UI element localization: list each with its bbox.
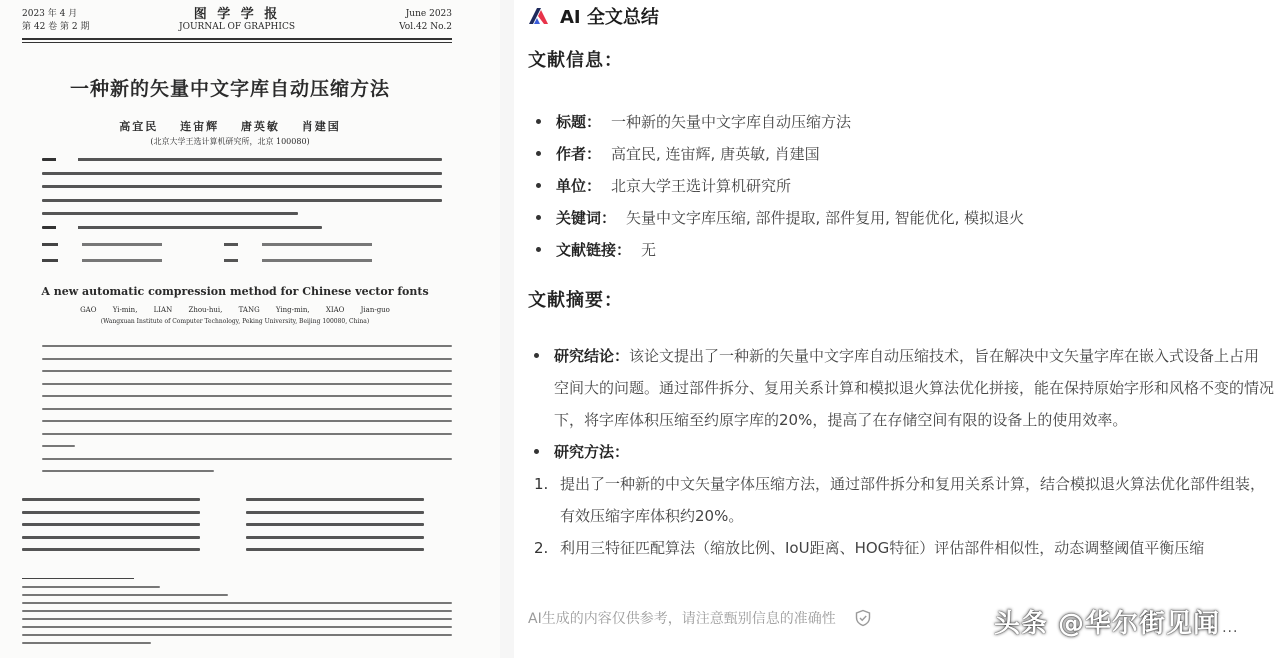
info-value: 北京大学王选计算机研究所 bbox=[611, 176, 792, 195]
header-rule bbox=[22, 38, 452, 40]
ai-summary-panel bbox=[514, 0, 1280, 658]
info-label: 关键词： bbox=[556, 208, 617, 227]
meta-row bbox=[42, 243, 442, 246]
watermark-text: 头条 @华尔街见闻 bbox=[994, 609, 1221, 639]
info-heading: 文献信息： bbox=[528, 50, 623, 71]
info-item-link bbox=[536, 233, 1024, 265]
info-value: 无 bbox=[641, 240, 657, 259]
footnotes bbox=[22, 586, 452, 650]
abstract-heading: 文献摘要： bbox=[528, 290, 623, 311]
disclaimer bbox=[528, 608, 872, 628]
step-number: 1. bbox=[534, 475, 549, 493]
info-item-title bbox=[536, 105, 1024, 137]
abstract-cn-text bbox=[42, 158, 442, 239]
info-value: 一种新的矢量中文字库自动压缩方法 bbox=[611, 112, 852, 131]
bullet-icon bbox=[536, 183, 541, 188]
info-item-affiliation bbox=[536, 169, 1024, 201]
header-volume-cn: 第 42 卷 第 2 期 bbox=[22, 22, 90, 32]
info-label: 单位： bbox=[556, 176, 602, 195]
header-date-en: June 2023 bbox=[405, 9, 452, 19]
method-label: 研究方法： bbox=[554, 443, 630, 461]
header-date: 2023 年 4 月 bbox=[22, 9, 78, 19]
conclusion-item bbox=[534, 340, 1274, 436]
info-item-keywords bbox=[536, 201, 1024, 233]
watermark-more: ... bbox=[1222, 620, 1239, 636]
info-value: 高宜民, 连宙辉, 唐英敏, 肖建国 bbox=[611, 144, 820, 163]
info-list bbox=[536, 105, 1024, 265]
bullet-icon bbox=[536, 119, 541, 124]
bullet-icon bbox=[536, 247, 541, 252]
journal-name-cn: 图 学 学 报 bbox=[193, 7, 281, 22]
bullet-icon bbox=[536, 151, 541, 156]
body-column-right bbox=[246, 498, 424, 561]
paper-affiliation-en: (Wangxuan Institute of Computer Technology, Peking University, Beijing 100080, China) bbox=[100, 318, 370, 325]
paper-affiliation: (北京大学王选计算机研究所，北京 100080) bbox=[150, 137, 310, 146]
shield-check-icon[interactable] bbox=[854, 609, 872, 627]
panel-header bbox=[528, 4, 659, 28]
header-rule-thin bbox=[22, 42, 452, 43]
paper-authors: 高宜民 连宙辉 唐英敏 肖建国 bbox=[119, 120, 341, 133]
paper-preview bbox=[0, 0, 500, 658]
bullet-icon bbox=[536, 215, 541, 220]
method-step bbox=[534, 468, 1274, 532]
panel-title: AI 全文总结 bbox=[560, 7, 659, 28]
method-step bbox=[534, 532, 1274, 564]
conclusion-text: 该论文提出了一种新的矢量中文字库自动压缩技术，旨在解决中文矢量字库在嵌入式设备上占用空间大的问题。通过部件拆分、复用关系计算和模拟退火算法优化拼接，能在保持原始字形和风格不变的情况下，将字库体积压缩至约原字库的20%，提高了在存储空间有限的设备上的使用效率。 bbox=[554, 347, 1275, 429]
info-value: 矢量中文字库压缩, 部件提取, 部件复用, 智能优化, 模拟退火 bbox=[626, 208, 1025, 227]
bullet-icon bbox=[534, 449, 539, 454]
brand-logo-icon bbox=[528, 7, 550, 25]
watermark bbox=[994, 603, 1238, 640]
step-number: 2. bbox=[534, 539, 549, 557]
paper-title: 一种新的矢量中文字库自动压缩方法 bbox=[69, 78, 390, 100]
conclusion-label: 研究结论： bbox=[554, 347, 630, 365]
bullet-icon bbox=[534, 353, 539, 358]
info-item-authors bbox=[536, 137, 1024, 169]
step-text: 利用三特征匹配算法（缩放比例、IoU距离、HOG特征）评估部件相似性，动态调整阈值平衡压缩 bbox=[560, 539, 1205, 557]
info-label: 标题： bbox=[556, 112, 602, 131]
split-divider bbox=[500, 0, 514, 658]
header-volume-en: Vol.42 No.2 bbox=[399, 22, 452, 32]
info-label: 作者： bbox=[556, 144, 602, 163]
abstract-body bbox=[534, 340, 1274, 564]
abstract-en-text bbox=[42, 345, 452, 483]
method-item bbox=[534, 436, 1274, 468]
info-label: 文献链接： bbox=[556, 240, 632, 259]
journal-header bbox=[22, 8, 452, 38]
paper-authors-en: GAO Yi-min, LIAN Zhou-hui, TANG Ying-min, XIAO Jian-guo bbox=[80, 306, 390, 314]
paper-title-en: A new automatic compression method for Chinese vector fonts bbox=[41, 285, 429, 298]
step-text: 提出了一种新的中文矢量字体压缩方法，通过部件拆分和复用关系计算，结合模拟退火算法优化部件组装，有效压缩字库体积约20%。 bbox=[560, 475, 1266, 525]
meta-row bbox=[42, 259, 442, 262]
journal-name-en: JOURNAL OF GRAPHICS bbox=[178, 22, 296, 32]
body-column-left bbox=[22, 498, 200, 561]
disclaimer-text: AI生成的内容仅供参考，请注意甄别信息的准确性 bbox=[528, 611, 836, 627]
footnote-rule bbox=[22, 578, 134, 579]
